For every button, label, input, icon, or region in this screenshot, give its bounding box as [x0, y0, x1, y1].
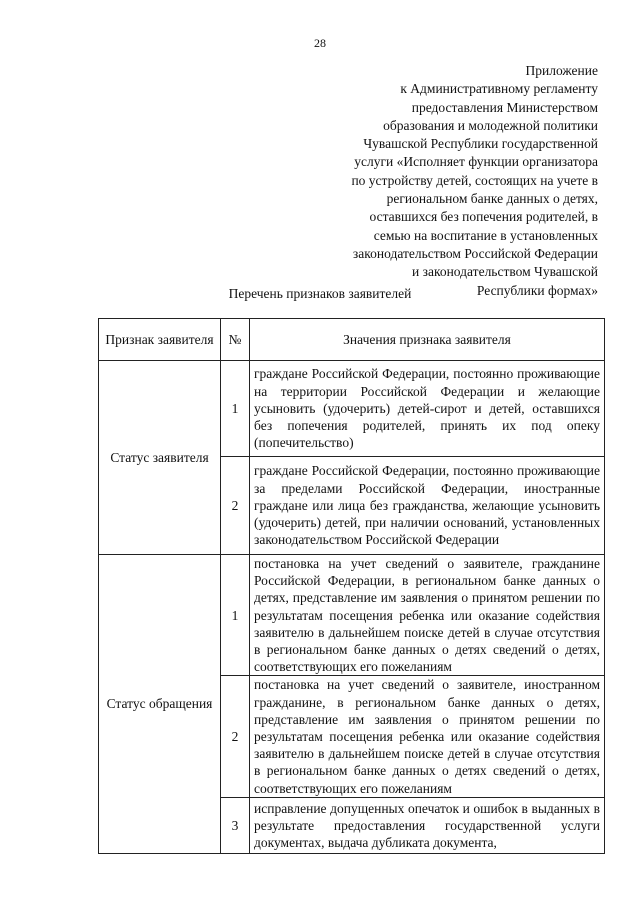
header-sign: Признак заявителя — [99, 319, 221, 361]
list-title: Перечень признаков заявителей — [228, 286, 412, 301]
row-value: граждане Российской Федерации, постоянно проживающие на территории Российской Федерации и желающие усыновить (удочерить) детей-сирот и детей, оставшихся без попечения родителей, принять их под опеку (попечительство) — [250, 361, 605, 457]
appendix-line: и законодательством Чувашской — [412, 264, 598, 280]
row-number: 2 — [221, 457, 250, 555]
row-number: 1 — [221, 555, 250, 676]
appendix-line: законодательством Российской Федерации — [352, 245, 598, 261]
sign-request-status: Статус обращения — [99, 555, 221, 854]
appendix-line: предоставления Министерством — [411, 99, 598, 115]
sign-applicant-status: Статус заявителя — [99, 361, 221, 555]
header-value: Значения признака заявителя — [250, 319, 605, 361]
appendix-line: услуги «Исполняет функции организатора — [354, 154, 598, 170]
appendix-line: региональном банке данных о детях, — [386, 191, 598, 207]
appendix-line: Приложение — [525, 63, 598, 78]
appendix-line: оставшихся без попечения родителей, в — [369, 209, 598, 225]
row-number: 2 — [221, 676, 250, 797]
table-row — [99, 361, 605, 457]
table-header-row — [99, 319, 605, 361]
row-value: исправление допущенных опечаток и ошибок в выданных в результате предоставления государственной услуги документах, выдача дубликата документа, — [250, 797, 605, 853]
appendix-line: к Административному регламенту — [400, 81, 598, 97]
row-value: постановка на учет сведений о заявителе, гражданине Российской Федерации, в региональном банке данных о детях, представление им заявления о принятом решении по результатам посещения ребенка или оказание содействия заявителю в дальнейшем поиске детей в случае отсутствия в региональном банке данных о детях сведений о детях, соответствующих его пожеланиям — [250, 555, 605, 676]
header-number: № — [221, 319, 250, 361]
row-value: постановка на учет сведений о заявителе, иностранном гражданине, в региональном банке данных о детях, представление им заявления о принятом решении по результатам посещения ребенка или оказание содействия заявителю в дальнейшем поиске детей в случае отсутствия в региональном банке данных о детях сведений о детях, соответствующих его пожеланиям — [250, 676, 605, 797]
appendix-line: Республики формах» — [476, 282, 598, 298]
row-number: 1 — [221, 361, 250, 457]
appendix-header — [298, 62, 598, 300]
table-row — [99, 555, 605, 676]
row-number: 3 — [221, 797, 250, 853]
appendix-line: по устройству детей, состоящих на учете в — [351, 172, 598, 188]
appendix-line: образования и молодежной политики — [383, 117, 598, 133]
applicant-criteria-table — [98, 318, 605, 854]
appendix-line: Чувашской Республики государственной — [363, 136, 598, 152]
appendix-line: семью на воспитание в установленных — [373, 227, 598, 243]
row-value: граждане Российской Федерации, постоянно проживающие за пределами Российской Федерации, иностранные граждане или лица без гражданства, желающие усыновить (удочерить) детей, при наличии оснований, установленных законодательством Российской Федерации — [250, 457, 605, 555]
page-number: 28 — [314, 36, 326, 50]
